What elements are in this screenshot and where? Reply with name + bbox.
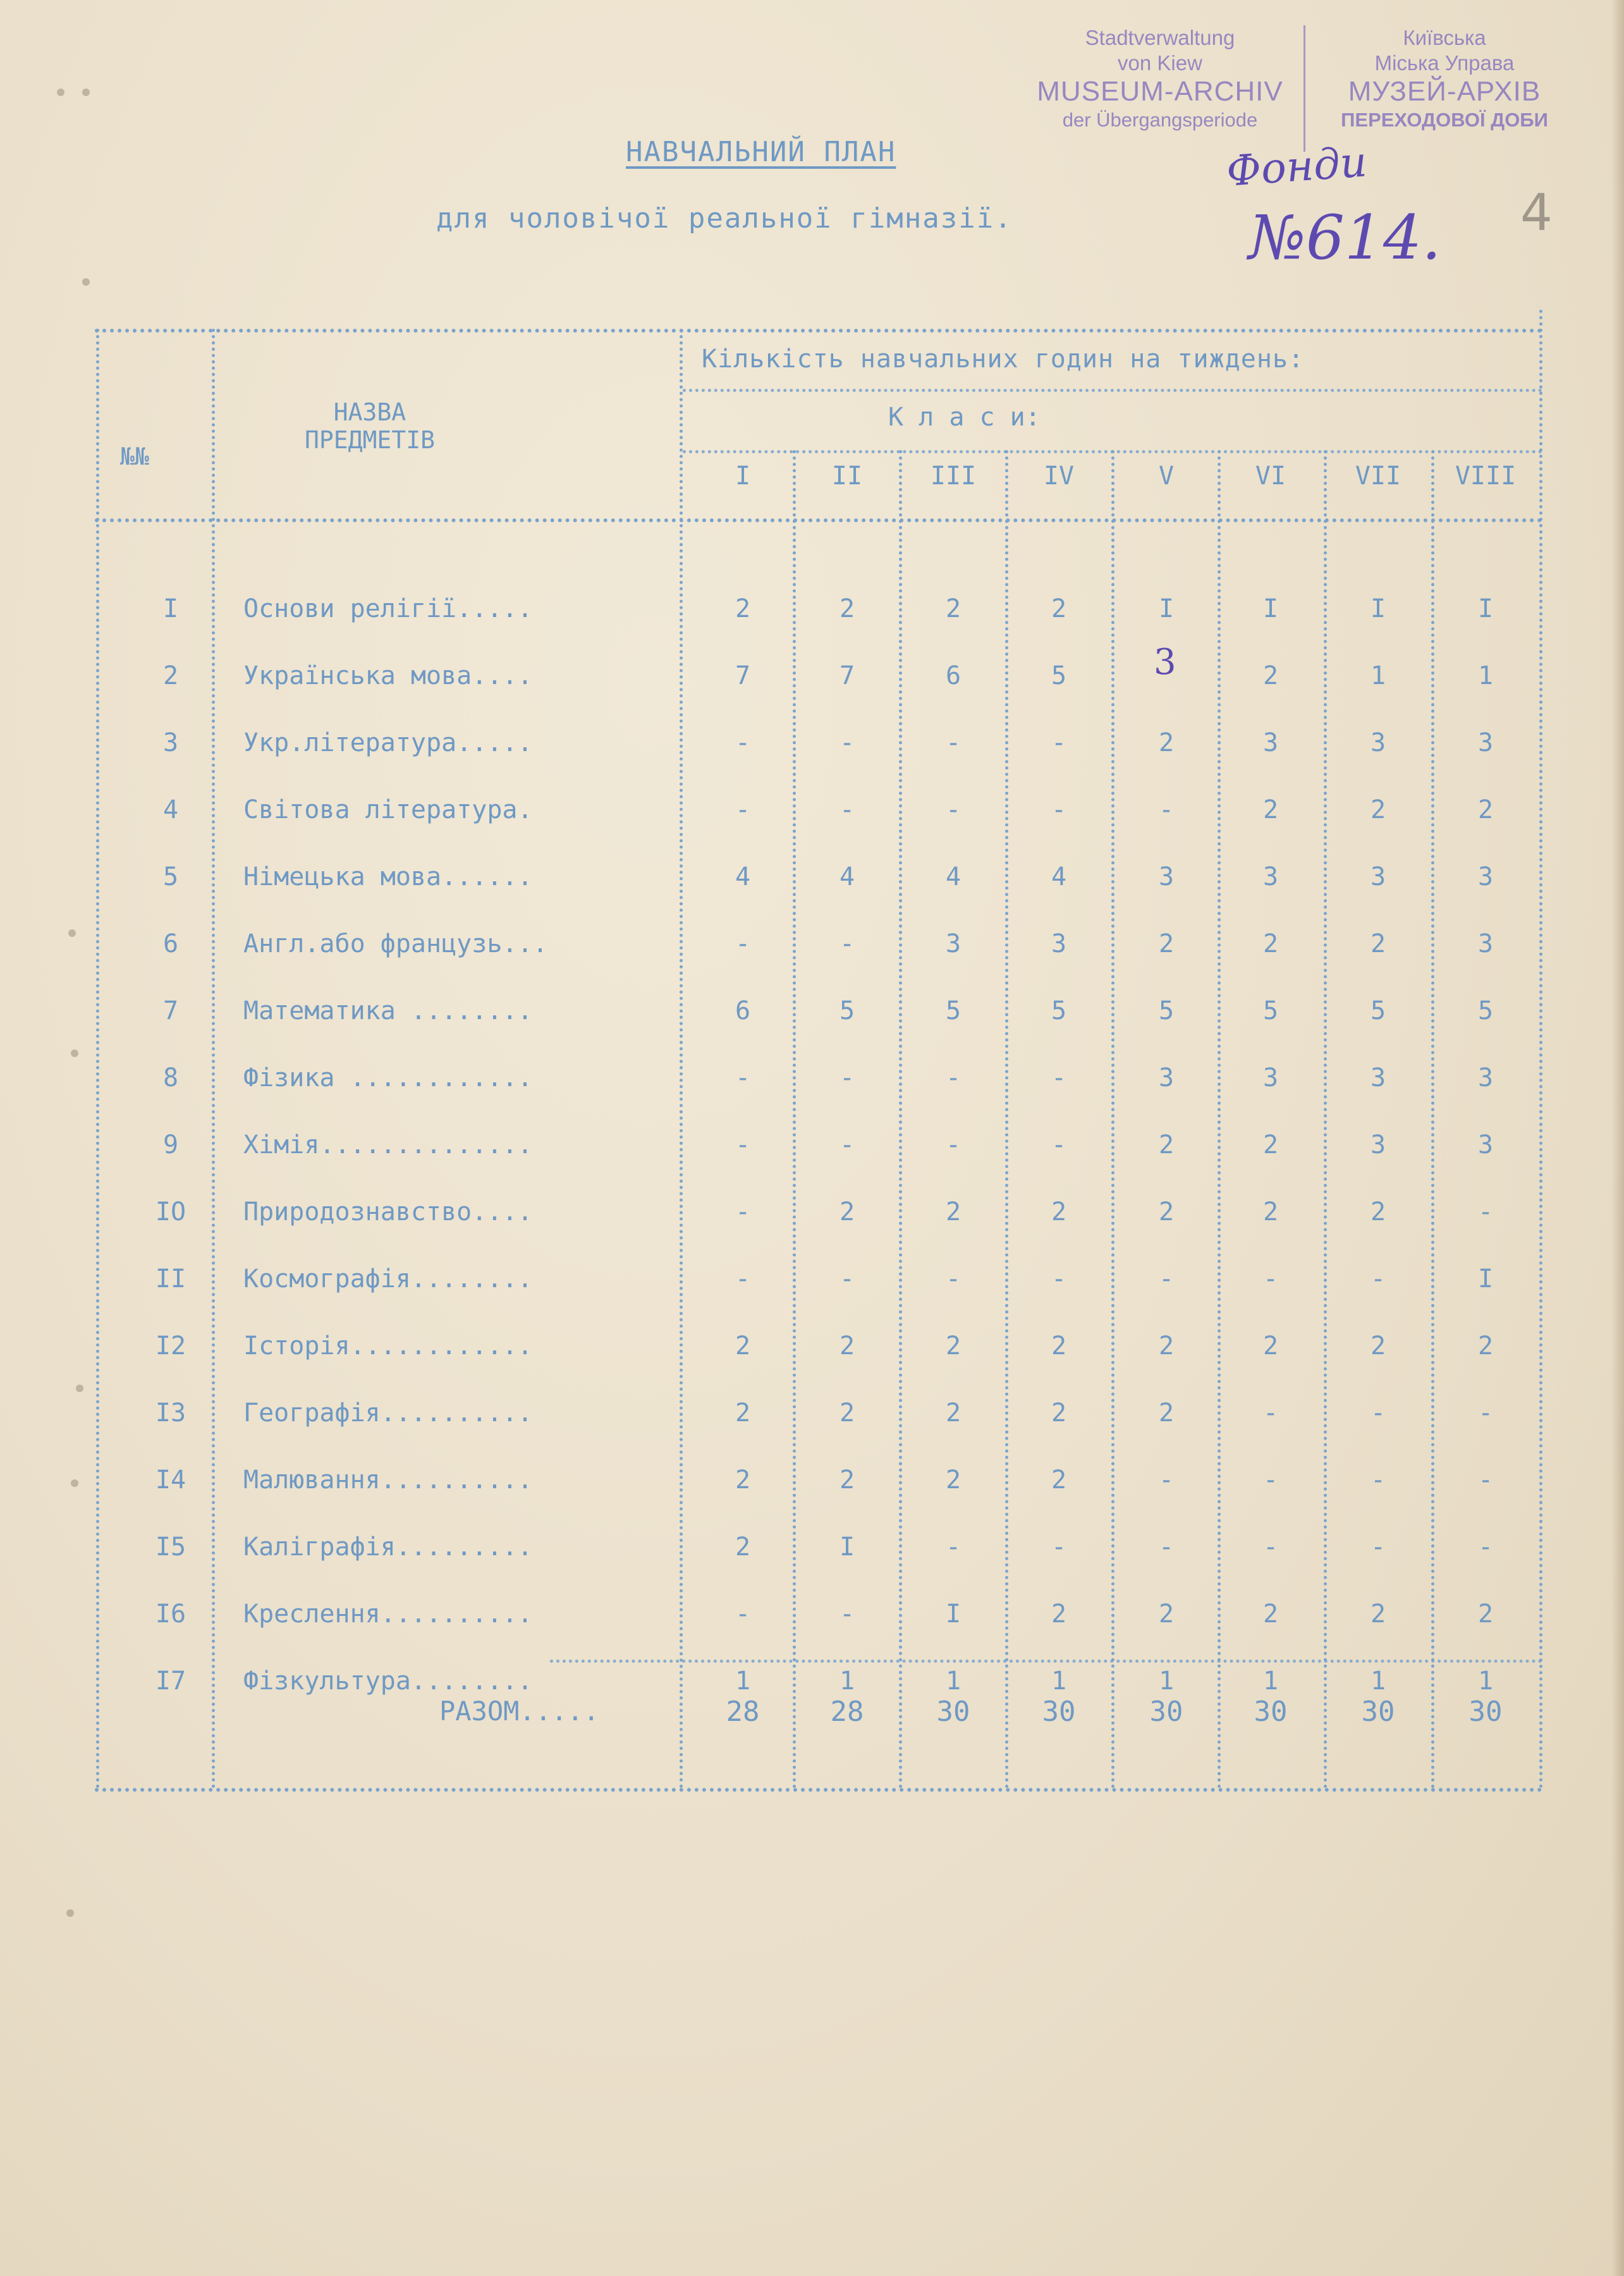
hours-cell: -: [735, 1130, 751, 1159]
page-number: 4: [1520, 183, 1553, 242]
hours-cell: -: [1370, 1398, 1386, 1428]
hours-cell: 2: [1262, 795, 1279, 824]
hours-cell: 2: [735, 1398, 751, 1428]
hours-cell: 1: [1477, 1667, 1494, 1696]
hours-cell: -: [735, 1197, 751, 1227]
class-column-divider: [1111, 450, 1114, 1789]
hours-cell: -: [1477, 1398, 1494, 1428]
hours-cell: -: [1477, 1465, 1494, 1495]
total-cell: 30: [1149, 1696, 1183, 1728]
hours-cell: 2: [1262, 1600, 1279, 1629]
hours-cell: -: [1262, 1465, 1279, 1495]
hours-cell: -: [1158, 1533, 1175, 1562]
row-number: 6: [162, 929, 179, 958]
hours-cell: 3: [1477, 929, 1494, 958]
hours-cell: -: [1158, 1264, 1175, 1294]
hours-cell: 3: [1477, 862, 1494, 891]
row-subject: Німецька мова......: [243, 862, 533, 891]
hours-cell: 4: [839, 862, 855, 891]
hours-cell: 5: [1262, 996, 1279, 1025]
table-right-border: [1539, 310, 1542, 1789]
hours-cell: 4: [735, 862, 751, 891]
punch-hole: [71, 1049, 78, 1057]
col-subject-header: НАЗВА ПРЕДМЕТІВ: [305, 398, 435, 454]
hours-cell: 2: [1262, 929, 1279, 958]
row-subject: Креслення..........: [243, 1600, 533, 1629]
hours-cell: 5: [1370, 996, 1386, 1025]
row-subject: Каліграфія.........: [243, 1533, 533, 1562]
total-cell: 30: [936, 1696, 970, 1728]
row-number: IO: [155, 1197, 186, 1227]
hours-cell: 2: [1158, 728, 1175, 757]
class-header: II: [831, 462, 863, 491]
hours-cell: -: [735, 1264, 751, 1294]
row-number: I: [162, 594, 179, 623]
total-cell: 28: [726, 1696, 760, 1728]
stamp-german: [1018, 25, 1302, 133]
class-column-divider: [1218, 450, 1221, 1789]
hours-cell: 2: [1262, 1197, 1279, 1227]
hours-cell: -: [1262, 1264, 1279, 1294]
hours-cell: 2: [1051, 1398, 1067, 1428]
hours-cell: -: [945, 795, 962, 824]
row-subject: Космографія........: [243, 1264, 533, 1294]
hours-cell: 5: [1477, 996, 1494, 1025]
class-header: VII: [1355, 462, 1401, 491]
row-number: 7: [162, 996, 179, 1025]
hours-cell: 5: [945, 996, 962, 1025]
fond-label: Фонди: [1224, 137, 1369, 196]
hours-cell: -: [839, 728, 855, 757]
hours-cell: I: [945, 1600, 962, 1629]
hours-cell: 6: [945, 661, 962, 690]
hours-cell: I: [1477, 594, 1494, 623]
total-cell: 28: [830, 1696, 864, 1728]
hours-cell: 2: [1370, 1600, 1386, 1629]
hours-cell: 3: [1158, 862, 1175, 891]
hours-cell: 2: [839, 1465, 855, 1495]
hours-cell: 2: [1158, 1600, 1175, 1629]
hours-cell: -: [839, 1264, 855, 1294]
row-subject: Хімія..............: [243, 1130, 533, 1159]
hours-cell: 2: [1262, 1130, 1279, 1159]
hours-cell: -: [1477, 1197, 1494, 1227]
row-number: I3: [155, 1398, 186, 1428]
stamp-ua-line2: Міська Управа: [1374, 51, 1515, 75]
hours-cell: -: [1158, 1465, 1175, 1495]
hours-cell: 5: [839, 996, 855, 1025]
hours-cell: -: [735, 728, 751, 757]
hours-cell: 2: [1262, 1331, 1279, 1361]
hours-cell: 2: [1262, 661, 1279, 690]
row-number: 9: [162, 1130, 179, 1159]
hours-header: Кількість навчальних годин на тиждень:: [702, 345, 1305, 374]
class-column-divider: [1324, 450, 1327, 1789]
hours-cell: 2: [1477, 1331, 1494, 1361]
hours-cell: 2: [1051, 1197, 1067, 1227]
hours-cell: 1: [1370, 1667, 1386, 1696]
row-number: 3: [162, 728, 179, 757]
hours-cell: 2: [735, 1331, 751, 1361]
hours-cell: 2: [1051, 1331, 1067, 1361]
hours-cell: I: [1262, 594, 1279, 623]
row-subject: Українська мова....: [243, 661, 533, 690]
hours-cell: 5: [1051, 996, 1067, 1025]
hours-cell: 1: [945, 1667, 962, 1696]
hours-cell: -: [945, 1533, 962, 1562]
class-column-divider: [1005, 450, 1008, 1789]
hours-cell: -: [1051, 795, 1067, 824]
class-column-divider: [899, 450, 902, 1789]
hours-cell: -: [1370, 1533, 1386, 1562]
stamp-ua-line1: Київська: [1403, 26, 1486, 49]
total-label: РАЗОМ.....: [439, 1696, 599, 1727]
hours-cell: 2: [1158, 1130, 1175, 1159]
row-number: I4: [155, 1465, 186, 1495]
hours-cell: 1: [839, 1667, 855, 1696]
class-header: III: [930, 462, 977, 491]
punch-hole: [66, 1909, 74, 1917]
hours-cell: -: [1051, 1264, 1067, 1294]
hours-cell: 2: [1051, 594, 1067, 623]
hours-cell: I: [1370, 594, 1386, 623]
punch-hole: [57, 89, 64, 96]
stamp-divider: [1303, 25, 1305, 152]
class-header: I: [735, 462, 751, 491]
document-title: НАВЧАЛЬНИЙ ПЛАН: [626, 136, 896, 168]
hours-cell: 3: [1262, 1063, 1279, 1092]
stamp-de-line1: Stadtverwaltung: [1085, 26, 1235, 49]
hours-cell: 3: [1370, 1130, 1386, 1159]
hours-cell: 2: [945, 594, 962, 623]
hours-cell: 7: [735, 661, 751, 690]
row-number: 4: [162, 795, 179, 824]
hours-cell: -: [839, 929, 855, 958]
hours-cell: 2: [839, 1331, 855, 1361]
hours-cell: 2: [735, 594, 751, 623]
punch-hole: [82, 278, 90, 286]
hours-cell: 2: [945, 1331, 962, 1361]
row-number: I2: [155, 1331, 186, 1361]
hours-cell: I: [1477, 1264, 1494, 1294]
stamp-de-line4: der Übergangsperiode: [1062, 109, 1258, 131]
hours-cell: -: [1051, 1533, 1067, 1562]
hours-cell: 2: [1370, 1197, 1386, 1227]
fond-number: №614.: [1249, 202, 1441, 273]
hours-cell: 2: [735, 1533, 751, 1562]
total-cell: 30: [1254, 1696, 1288, 1728]
hours-cell: 3: [1477, 1130, 1494, 1159]
hours-cell: -: [1370, 1465, 1386, 1495]
row-subject: Історія............: [243, 1331, 533, 1361]
hours-cell: 2: [1477, 1600, 1494, 1629]
hours-cell: -: [839, 1130, 855, 1159]
archive-stamp: [1018, 25, 1580, 158]
stamp-ukrainian: [1309, 25, 1580, 133]
hours-cell: 3: [1370, 1063, 1386, 1092]
hours-cell: 2: [1158, 1398, 1175, 1428]
class-column-divider: [793, 450, 796, 1789]
row-subject: Основи релігії.....: [243, 594, 533, 623]
stamp-ua-line3: МУЗЕЙ-АРХІВ: [1348, 76, 1541, 107]
hours-cell: 2: [735, 1465, 751, 1495]
hours-cell: 3: [1262, 862, 1279, 891]
hours-cell: 4: [945, 862, 962, 891]
punch-hole: [82, 89, 90, 96]
hours-cell: 2: [1158, 1197, 1175, 1227]
hours-cell: 2: [1370, 929, 1386, 958]
class-header: IV: [1043, 462, 1075, 491]
hours-cell: 5: [1051, 661, 1067, 690]
row-subject: Географія..........: [243, 1398, 533, 1428]
hours-cell: 2: [945, 1197, 962, 1227]
row-number: I7: [155, 1667, 186, 1696]
hours-cell: 3: [1477, 1063, 1494, 1092]
hours-cell: 1: [1158, 1667, 1175, 1696]
hours-cell: 2: [839, 594, 855, 623]
row-subject: Малювання..........: [243, 1465, 533, 1495]
total-separator: [550, 1660, 1542, 1663]
row-subject: Фізкультура........: [243, 1667, 533, 1696]
hours-cell: -: [735, 795, 751, 824]
hours-cell: -: [1477, 1533, 1494, 1562]
hours-cell: 2: [1370, 1331, 1386, 1361]
hours-cell: -: [735, 1063, 751, 1092]
hours-cell: 7: [839, 661, 855, 690]
hours-cell: 3: [1477, 728, 1494, 757]
hours-cell: 5: [1158, 996, 1175, 1025]
hours-cell: -: [1370, 1264, 1386, 1294]
hours-cell: 1: [735, 1667, 751, 1696]
hours-cell: 2: [1051, 1600, 1067, 1629]
row-number: I5: [155, 1533, 186, 1562]
hours-cell: 3: [1370, 862, 1386, 891]
hours-cell: -: [1262, 1533, 1279, 1562]
punch-hole: [71, 1479, 78, 1487]
hours-cell: -: [945, 1063, 962, 1092]
table-left-border: [96, 329, 99, 1789]
row-subject: Укр.література.....: [243, 728, 533, 757]
stamp-de-line2: von Kiew: [1118, 51, 1202, 75]
hours-cell: 2: [1158, 929, 1175, 958]
row-subject: Природознавство....: [243, 1197, 533, 1227]
hours-cell: 2: [945, 1398, 962, 1428]
handwritten-correction: 3: [1154, 642, 1176, 683]
row-number: 8: [162, 1063, 179, 1092]
hours-cell: -: [1262, 1398, 1279, 1428]
hours-cell: 3: [945, 929, 962, 958]
row-subject: Світова література.: [243, 795, 533, 824]
document-subtitle: для чоловічої реальної гімназії.: [436, 202, 1013, 235]
row-number: 2: [162, 661, 179, 690]
class-header: VIII: [1455, 462, 1517, 491]
hours-cell: 2: [839, 1398, 855, 1428]
total-cell: 30: [1042, 1696, 1076, 1728]
hours-cell: 2: [1477, 795, 1494, 824]
table-top-border: [95, 329, 1542, 333]
hours-cell: -: [839, 1600, 855, 1629]
hours-cell: 4: [1051, 862, 1067, 891]
hours-cell: 3: [1370, 728, 1386, 757]
hours-cell: 3: [1051, 929, 1067, 958]
hours-cell: 1: [1051, 1667, 1067, 1696]
stamp-de-line3: MUSEUM-ARCHIV: [1037, 76, 1283, 107]
hours-cell: 1: [1262, 1667, 1279, 1696]
hours-cell: 6: [735, 996, 751, 1025]
number-column-divider: [212, 329, 215, 1789]
hours-header-border: [683, 389, 1542, 392]
subject-column-divider: [680, 329, 683, 1789]
hours-cell: -: [945, 1130, 962, 1159]
hours-cell: 3: [1262, 728, 1279, 757]
hours-cell: -: [1051, 1063, 1067, 1092]
row-subject: Англ.або французь...: [243, 929, 548, 958]
hours-cell: -: [945, 728, 962, 757]
hours-cell: 3: [1158, 1063, 1175, 1092]
row-number: II: [155, 1264, 186, 1294]
hours-cell: -: [839, 1063, 855, 1092]
hours-cell: -: [1158, 795, 1175, 824]
hours-cell: -: [1051, 1130, 1067, 1159]
row-subject: Фізика ............: [243, 1063, 533, 1092]
col-number-header: №№: [120, 443, 149, 470]
class-header: VI: [1255, 462, 1286, 491]
hours-cell: 1: [1370, 661, 1386, 690]
stamp-ua-line4: ПЕРЕХОДОВОЇ ДОБИ: [1341, 109, 1548, 131]
hours-cell: -: [735, 929, 751, 958]
total-cell: 30: [1468, 1696, 1503, 1728]
punch-hole: [68, 929, 76, 937]
hours-cell: -: [945, 1264, 962, 1294]
hours-cell: 2: [1051, 1465, 1067, 1495]
row-subject: Математика ........: [243, 996, 533, 1025]
hours-cell: -: [735, 1600, 751, 1629]
hours-cell: 2: [1158, 1331, 1175, 1361]
class-column-divider: [1431, 450, 1434, 1789]
hours-cell: -: [839, 795, 855, 824]
classes-header: К л а с и:: [888, 403, 1041, 432]
hours-cell: I: [1158, 594, 1175, 623]
hours-cell: 2: [945, 1465, 962, 1495]
total-cell: 30: [1361, 1696, 1395, 1728]
hours-cell: 1: [1477, 661, 1494, 690]
hours-cell: 2: [839, 1197, 855, 1227]
paper-edge-shadow: [1611, 0, 1624, 2276]
class-header: V: [1158, 462, 1175, 491]
hours-cell: -: [1051, 728, 1067, 757]
row-number: I6: [155, 1600, 186, 1629]
hours-cell: 2: [1370, 795, 1386, 824]
punch-hole: [76, 1385, 83, 1392]
hours-cell: I: [839, 1533, 855, 1562]
row-number: 5: [162, 862, 179, 891]
